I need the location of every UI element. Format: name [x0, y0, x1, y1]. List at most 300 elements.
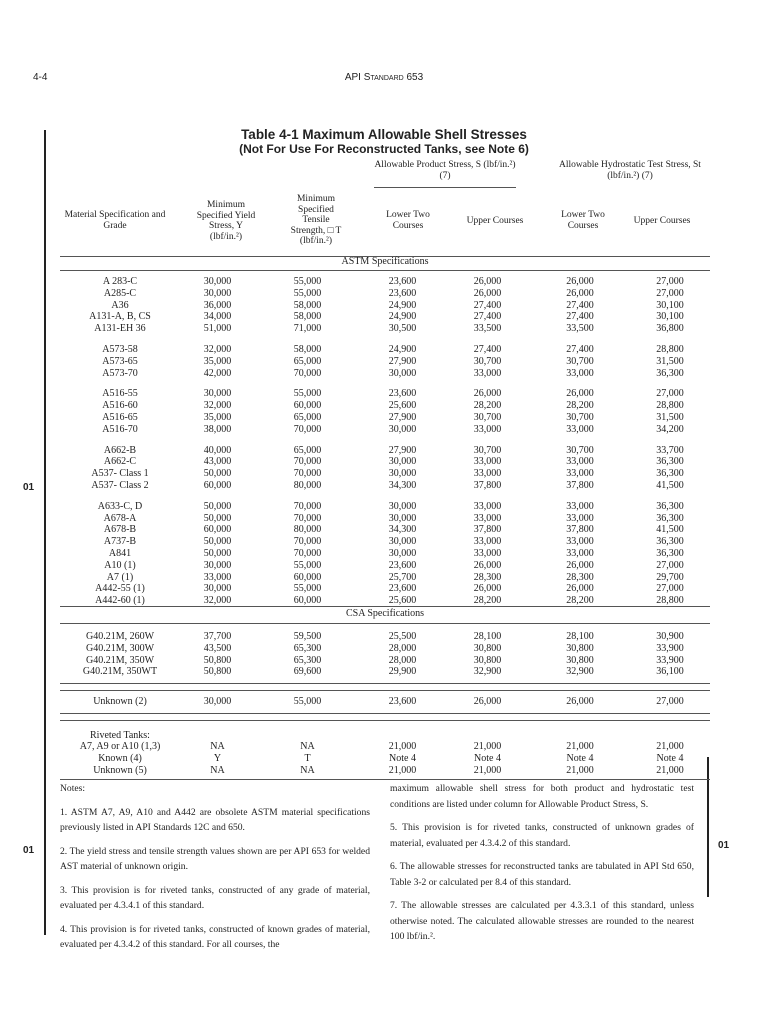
value-cell: 28,800 [656, 595, 684, 607]
material-cell: A678-A [103, 512, 137, 524]
material-cell: G40.21M, 260W [85, 631, 155, 642]
value-cell: 24,900 [388, 311, 417, 323]
value-cell: 36,300 [656, 367, 684, 379]
notes-heading: Notes: [60, 783, 86, 794]
value-cell: 28,200 [473, 595, 502, 607]
value-cell: 29,700 [656, 571, 684, 583]
value-cell: 27,400 [473, 343, 502, 355]
table-row [60, 560, 710, 572]
note: 1. ASTM A7, A9, A10 and A442 are obsolete ASTM material specifications previously listed in API Standards 12C and 650. [60, 806, 370, 833]
value-cell: 26,000 [473, 276, 502, 287]
col-header-yield: Minimum Specified Yield Stress, Y (lbf/in.²) [196, 200, 256, 242]
value-cell: 21,000 [473, 741, 502, 752]
value-cell: 65,000 [293, 411, 322, 423]
value-cell: 30,000 [388, 456, 417, 468]
value-cell: NA [210, 764, 225, 776]
value-cell: Y [213, 752, 222, 764]
group-spacer [60, 379, 710, 388]
table-row [60, 741, 710, 753]
table-row [60, 424, 710, 436]
value-cell: 26,000 [566, 388, 594, 400]
value-cell: 33,000 [473, 547, 502, 559]
value-cell: 27,900 [388, 444, 417, 456]
value-cell: 37,800 [566, 524, 594, 536]
table-row [60, 536, 710, 548]
value-cell: 65,000 [293, 444, 322, 456]
value-cell: 33,000 [566, 456, 594, 468]
rule [60, 779, 710, 780]
table-row [60, 368, 710, 380]
value-cell: 30,000 [203, 276, 232, 287]
value-cell: 31,500 [656, 355, 684, 367]
value-cell: 50,000 [203, 468, 232, 480]
table-row [60, 288, 710, 300]
value-cell: 27,000 [656, 287, 684, 299]
material-cell: A10 (1) [104, 559, 136, 571]
revision-bar-right [707, 757, 709, 897]
table-row [60, 501, 710, 513]
value-cell: NA [300, 764, 315, 776]
value-cell: 25,700 [388, 571, 417, 583]
value-cell: 55,000 [293, 388, 322, 400]
material-cell: A 283-C [102, 276, 138, 287]
value-cell: 33,000 [566, 512, 594, 524]
value-cell: 69,600 [293, 666, 322, 678]
value-cell: 80,000 [293, 524, 322, 536]
value-cell: NA [300, 741, 315, 752]
value-cell: 23,600 [388, 287, 417, 299]
value-cell: 37,800 [473, 524, 502, 536]
value-cell: 65,000 [293, 355, 322, 367]
value-cell: 30,000 [203, 388, 232, 400]
table-row [60, 400, 710, 412]
table-row [60, 765, 710, 777]
value-cell: 36,000 [203, 299, 232, 311]
value-cell: 27,400 [473, 311, 502, 323]
rule [60, 623, 710, 624]
value-cell: 36,300 [656, 500, 684, 512]
material-cell: A442-55 (1) [95, 583, 145, 595]
value-cell: 30,700 [566, 444, 594, 456]
value-cell: 41,500 [656, 524, 684, 536]
value-cell: 27,000 [656, 276, 684, 287]
value-cell: 34,300 [388, 524, 417, 536]
value-cell: 32,000 [203, 400, 232, 412]
table-row [60, 388, 710, 400]
table-row [60, 323, 710, 335]
value-cell: 30,900 [656, 631, 684, 642]
value-cell: 71,000 [293, 323, 322, 335]
value-cell: 30,000 [388, 500, 417, 512]
note: maximum allowable shell stress for both product and hydrostatic test conditions are listed under column for Allowable Product Stress, S. [390, 783, 694, 810]
rule [60, 683, 710, 684]
material-cell: A442-60 (1) [95, 595, 145, 607]
value-cell: 30,000 [388, 367, 417, 379]
value-cell: 50,000 [203, 512, 232, 524]
material-cell: A662-C [103, 456, 137, 468]
value-cell: 60,000 [293, 400, 322, 412]
group-header-hydro: Allowable Hydrostatic Test Stress, St (lbf/in.²) (7) [559, 160, 701, 181]
value-cell: 25,500 [388, 631, 417, 642]
table-row [60, 276, 710, 288]
col-header-material: Material Specification and Grade [64, 210, 166, 231]
value-cell: 21,000 [388, 764, 417, 776]
value-cell: 50,000 [203, 536, 232, 548]
value-cell: 27,400 [566, 311, 594, 323]
value-cell: 34,300 [388, 479, 417, 491]
material-cell: A131-A, B, CS [89, 311, 151, 323]
value-cell: 40,000 [203, 444, 232, 456]
rule [60, 690, 710, 691]
value-cell: 70,000 [293, 456, 322, 468]
value-cell: 33,000 [566, 536, 594, 548]
value-cell: 28,800 [656, 343, 684, 355]
value-cell: 30,000 [388, 512, 417, 524]
material-cell: A737-B [103, 536, 137, 548]
value-cell: 26,000 [473, 388, 502, 400]
value-cell: 55,000 [293, 696, 322, 707]
value-cell: 30,700 [473, 444, 502, 456]
value-cell: 24,900 [388, 343, 417, 355]
table-row [60, 666, 710, 678]
col-header-lower-two: Lower Two Courses [386, 210, 430, 231]
value-cell: 55,000 [293, 559, 322, 571]
table-row [60, 412, 710, 424]
material-cell: G40.21M, 300W [85, 642, 155, 654]
col-header-tensile: Minimum Specified Tensile Strength, □ T (lbf/in.²) [290, 194, 342, 246]
riveted-table [60, 741, 710, 776]
material-cell: A36 [111, 299, 129, 311]
value-cell: 30,000 [388, 468, 417, 480]
value-cell: 27,000 [656, 559, 684, 571]
value-cell: 58,000 [293, 343, 322, 355]
value-cell: 36,300 [656, 456, 684, 468]
note: 5. This provision is for riveted tanks, constructed of unknown grades of material, evaluated per 4.3.4.2 of this standard. [390, 822, 694, 849]
value-cell: 41,500 [656, 479, 684, 491]
material-cell: A7, A9 or A10 (1,3) [79, 741, 161, 752]
value-cell: 27,400 [566, 343, 594, 355]
section-label-astm: ASTM Specifications [341, 256, 429, 267]
value-cell: 28,000 [388, 642, 417, 654]
value-cell: 30,000 [388, 423, 417, 435]
value-cell: 37,700 [203, 631, 232, 642]
group-header-product: Allowable Product Stress, S (lbf/in.²) (7) [374, 160, 516, 181]
value-cell: 27,400 [566, 299, 594, 311]
value-cell: 26,000 [566, 583, 594, 595]
material-cell: A7 (1) [106, 571, 134, 583]
value-cell: 33,000 [203, 571, 232, 583]
value-cell: 70,000 [293, 536, 322, 548]
material-cell: Unknown (5) [93, 764, 147, 776]
value-cell: 59,500 [293, 631, 322, 642]
note: 4. This provision is for riveted tanks, constructed of known grades of material, evaluated per 4.3.4.2 of this standard. For all courses, the [60, 923, 370, 950]
value-cell: 30,000 [203, 559, 232, 571]
astm-table [60, 276, 710, 607]
revision-mark: 01 [718, 840, 730, 851]
material-cell: A678-B [103, 524, 137, 536]
value-cell: 33,000 [473, 367, 502, 379]
value-cell: 30,100 [656, 299, 684, 311]
material-cell: Known (4) [98, 752, 142, 764]
value-cell: 33,500 [473, 323, 502, 335]
table-row [60, 513, 710, 525]
csa-table [60, 631, 710, 678]
material-cell: G40.21M, 350W [85, 654, 155, 666]
value-cell: 28,100 [566, 631, 594, 642]
value-cell: 37,800 [566, 479, 594, 491]
material-cell: A662-B [103, 444, 137, 456]
value-cell: 32,900 [566, 666, 594, 678]
value-cell: Note 4 [656, 752, 684, 764]
value-cell: 21,000 [388, 741, 417, 752]
table-row [60, 300, 710, 312]
value-cell: 60,000 [293, 571, 322, 583]
value-cell: 43,000 [203, 456, 232, 468]
table-row [60, 572, 710, 584]
value-cell: 33,000 [473, 512, 502, 524]
value-cell: 28,200 [566, 400, 594, 412]
value-cell: 27,400 [473, 299, 502, 311]
value-cell: 32,000 [203, 595, 232, 607]
table-row [60, 344, 710, 356]
value-cell: 30,800 [566, 654, 594, 666]
value-cell: 80,000 [293, 479, 322, 491]
value-cell: 23,600 [388, 583, 417, 595]
value-cell: 30,800 [566, 642, 594, 654]
value-cell: 31,500 [656, 411, 684, 423]
value-cell: Note 4 [566, 752, 594, 764]
value-cell: 27,900 [388, 411, 417, 423]
value-cell: 60,000 [203, 479, 232, 491]
value-cell: 26,000 [566, 696, 594, 707]
value-cell: 34,000 [203, 311, 232, 323]
value-cell: 36,300 [656, 512, 684, 524]
value-cell: 30,500 [388, 323, 417, 335]
riveted-label: Riveted Tanks: [90, 730, 150, 741]
value-cell: 28,300 [566, 571, 594, 583]
value-cell: 30,700 [473, 411, 502, 423]
value-cell: 28,800 [656, 400, 684, 412]
value-cell: Note 4 [474, 752, 501, 764]
notes-left [60, 781, 370, 961]
value-cell: 27,000 [656, 583, 684, 595]
value-cell: 70,000 [293, 547, 322, 559]
value-cell: 27,900 [388, 355, 417, 367]
value-cell: 26,000 [473, 696, 502, 707]
col-header-lower-two-hydro: Lower Two Courses [561, 210, 605, 231]
value-cell: 33,000 [566, 547, 594, 559]
revision-bar-left [44, 130, 46, 935]
value-cell: 43,500 [203, 642, 232, 654]
value-cell: 35,000 [203, 411, 232, 423]
material-cell: A285-C [103, 287, 137, 299]
material-cell: A573-58 [102, 343, 138, 355]
value-cell: 33,000 [566, 500, 594, 512]
page-number: 4-4 [33, 72, 48, 83]
running-header: API Standard 653 [344, 72, 424, 83]
value-cell: 33,000 [566, 468, 594, 480]
value-cell: 23,600 [388, 388, 417, 400]
group-underline [374, 187, 516, 188]
value-cell: 50,800 [203, 666, 232, 678]
value-cell: 50,000 [203, 500, 232, 512]
value-cell: NA [210, 741, 225, 752]
material-cell: Unknown (2) [93, 696, 147, 707]
value-cell: 34,200 [656, 423, 684, 435]
table-title [0, 127, 768, 156]
note: 2. The yield stress and tensile strength values shown are per API 653 for welded AST material of unknown origin. [60, 845, 370, 872]
value-cell: 37,800 [473, 479, 502, 491]
value-cell: 30,000 [203, 583, 232, 595]
value-cell: 33,000 [566, 367, 594, 379]
value-cell: 26,000 [473, 583, 502, 595]
value-cell: 25,600 [388, 400, 417, 412]
material-cell: A633-C, D [97, 500, 143, 512]
value-cell: 28,300 [473, 571, 502, 583]
value-cell: 26,000 [566, 287, 594, 299]
col-header-upper-hydro: Upper Courses [633, 216, 691, 226]
value-cell: 55,000 [293, 287, 322, 299]
col-header-upper: Upper Courses [466, 216, 524, 226]
value-cell: 58,000 [293, 311, 322, 323]
material-cell: A537- Class 2 [91, 479, 149, 491]
value-cell: 28,200 [566, 595, 594, 607]
value-cell: 33,700 [656, 444, 684, 456]
table-row [60, 631, 710, 643]
material-cell: A537- Class 1 [91, 468, 149, 480]
value-cell: 28,100 [473, 631, 502, 642]
value-cell: 30,000 [388, 536, 417, 548]
value-cell: 21,000 [566, 741, 594, 752]
value-cell: 33,000 [473, 423, 502, 435]
value-cell: 70,000 [293, 367, 322, 379]
table-row [60, 548, 710, 560]
value-cell: T [304, 752, 311, 764]
value-cell: 55,000 [293, 583, 322, 595]
material-cell: A516-55 [102, 388, 138, 400]
value-cell: 30,700 [566, 411, 594, 423]
value-cell: 36,300 [656, 547, 684, 559]
value-cell: 33,000 [473, 468, 502, 480]
value-cell: 21,000 [473, 764, 502, 776]
value-cell: 26,000 [566, 276, 594, 287]
value-cell: 28,200 [473, 400, 502, 412]
value-cell: 33,500 [566, 323, 594, 335]
value-cell: 21,000 [566, 764, 594, 776]
value-cell: 33,900 [656, 642, 684, 654]
value-cell: 27,000 [656, 696, 684, 707]
value-cell: 50,800 [203, 654, 232, 666]
material-cell: A516-65 [102, 411, 138, 423]
value-cell: 30,700 [473, 355, 502, 367]
value-cell: 60,000 [293, 595, 322, 607]
table-row [60, 480, 710, 492]
value-cell: 26,000 [473, 559, 502, 571]
value-cell: 42,000 [203, 367, 232, 379]
value-cell: 33,000 [473, 536, 502, 548]
value-cell: 36,300 [656, 536, 684, 548]
section-label-csa: CSA Specifications [345, 608, 425, 619]
group-spacer [60, 335, 710, 344]
notes-right [390, 781, 694, 953]
table-row [60, 524, 710, 536]
value-cell: 50,000 [203, 547, 232, 559]
rule [60, 270, 710, 271]
rule [60, 720, 710, 721]
value-cell: 23,600 [388, 559, 417, 571]
value-cell: 55,000 [293, 276, 322, 287]
table-title-main: Table 4-1 Maximum Allowable Shell Stresses [241, 127, 527, 142]
value-cell: 60,000 [203, 524, 232, 536]
value-cell: 36,300 [656, 468, 684, 480]
material-cell: A131-EH 36 [94, 323, 146, 335]
value-cell: 30,800 [473, 654, 502, 666]
table-row [60, 445, 710, 457]
value-cell: 23,600 [388, 696, 417, 707]
table-row [60, 468, 710, 480]
value-cell: 21,000 [656, 764, 684, 776]
rule [60, 713, 710, 714]
value-cell: 30,000 [203, 287, 232, 299]
value-cell: 36,100 [656, 666, 684, 678]
value-cell: 21,000 [656, 741, 684, 752]
value-cell: 30,100 [656, 311, 684, 323]
table-title-sub: (Not For Use For Reconstructed Tanks, see Note 6) [239, 142, 529, 156]
table-row [60, 643, 710, 655]
value-cell: 33,900 [656, 654, 684, 666]
material-cell: A516-60 [102, 400, 138, 412]
value-cell: 30,000 [388, 547, 417, 559]
material-cell: G40.21M, 350WT [82, 666, 158, 678]
rule [60, 606, 710, 607]
value-cell: 36,800 [656, 323, 684, 335]
value-cell: 51,000 [203, 323, 232, 335]
value-cell: 65,300 [293, 654, 322, 666]
value-cell: 33,000 [473, 500, 502, 512]
value-cell: 26,000 [566, 559, 594, 571]
value-cell: 30,000 [203, 696, 232, 707]
revision-mark: 01 [23, 845, 35, 856]
note: 3. This provision is for riveted tanks, constructed of any grade of material, evaluated per 4.3.4.1 of this standard. [60, 884, 370, 911]
value-cell: 70,000 [293, 423, 322, 435]
value-cell: 30,700 [566, 355, 594, 367]
table-row [60, 356, 710, 368]
value-cell: 30,800 [473, 642, 502, 654]
value-cell: 65,300 [293, 642, 322, 654]
value-cell: 70,000 [293, 468, 322, 480]
table-row [60, 311, 710, 323]
material-cell: A516-70 [102, 423, 138, 435]
value-cell: 27,000 [656, 388, 684, 400]
value-cell: 25,600 [388, 595, 417, 607]
value-cell: 70,000 [293, 512, 322, 524]
value-cell: 58,000 [293, 299, 322, 311]
material-cell: A573-70 [102, 367, 138, 379]
group-spacer [60, 492, 710, 501]
group-spacer [60, 436, 710, 445]
value-cell: 35,000 [203, 355, 232, 367]
value-cell: 33,000 [473, 456, 502, 468]
material-cell: A841 [108, 547, 132, 559]
table-row [60, 583, 710, 595]
value-cell: 26,000 [473, 287, 502, 299]
value-cell: 70,000 [293, 500, 322, 512]
value-cell: 32,000 [203, 343, 232, 355]
table-row [60, 456, 710, 468]
revision-mark: 01 [23, 482, 35, 493]
value-cell: 23,600 [388, 276, 417, 287]
value-cell: 38,000 [203, 423, 232, 435]
